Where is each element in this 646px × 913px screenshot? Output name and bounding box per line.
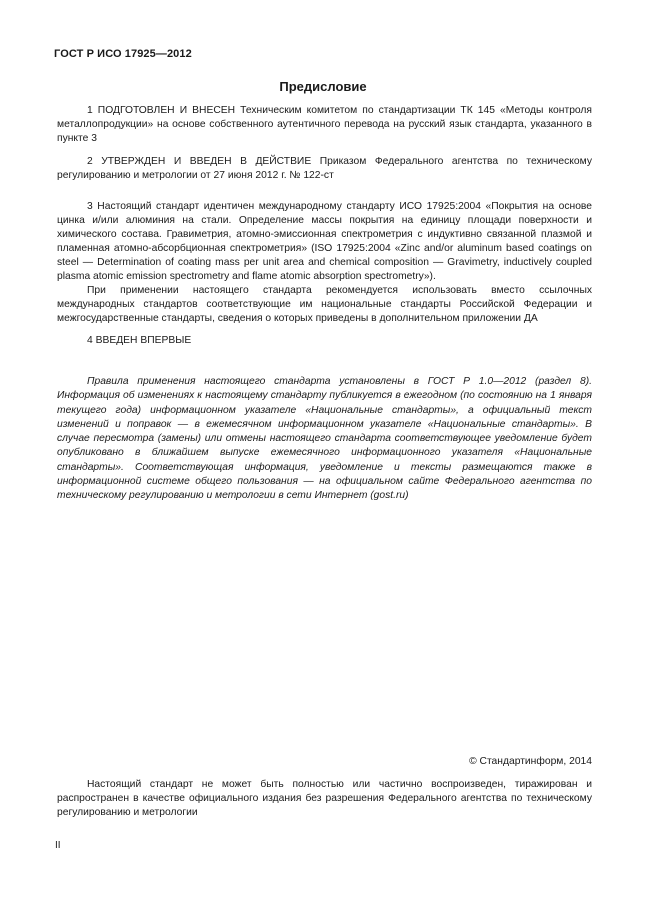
section-2 <box>57 155 592 183</box>
paragraph-item-3: 3 Настоящий стандарт идентичен международному стандарту ИСО 17925:2004 «Покрытия на основе цинка и/или алюминия на стали. Определение массы покрытия на единицу площади поверхности и химического состава. Гравиметрия, атомно-эмиссионная спектрометрия с индуктивно связанной плазмой и пламенная атомно-абсорбционная спектрометрия» (ISO 17925:2004 «Zinc and/or aluminum based coatings on steel — Determination of coating mass per unit area and chemical composition — Gravimetry, inductively coupled plasma atomic emission spectrometry and flame atomic absorption spectrometry»). <box>57 201 592 282</box>
page-title: Предисловие <box>279 79 367 94</box>
section-4 <box>57 334 592 348</box>
paragraph-item-2: 2 УТВЕРЖДЕН И ВВЕДЕН В ДЕЙСТВИЕ Приказом Федерального агентства по техническому регулированию и метрологии от 27 июня 2012 г. № 122-ст <box>57 156 592 181</box>
section-3 <box>57 200 592 326</box>
section-1 <box>57 104 592 146</box>
document-header: ГОСТ Р ИСО 17925—2012 <box>54 48 192 60</box>
paragraph-item-3-note: При применении настоящего стандарта рекомендуется использовать вместо ссылочных международных стандартов соответствующие им национальные стандарты Российской Федерации и межгосударственные стандарты, сведения о которых приведены в дополнительном приложении ДА <box>57 285 592 324</box>
notice-paragraph: Настоящий стандарт не может быть полностью или частично воспроизведен, тиражирован и распространен в качестве официального издания без разрешения Федерального агентства по техническому регулированию и метрологии <box>57 779 592 818</box>
copyright-line: © Стандартинформ, 2014 <box>469 756 592 767</box>
page-number: II <box>55 840 61 851</box>
rules-notice <box>57 375 592 504</box>
paragraph-item-1: 1 ПОДГОТОВЛЕН И ВНЕСЕН Техническим комитетом по стандартизации ТК 145 «Методы контроля металлопродукции» на основе собственного аутентичного перевода на русский язык стандарта, указанного в пункте 3 <box>57 105 592 144</box>
reproduction-notice <box>57 778 592 820</box>
paragraph-item-4: 4 ВВЕДЕН ВПЕРВЫЕ <box>87 335 192 346</box>
rules-paragraph: Правила применения настоящего стандарта установлены в ГОСТ Р 1.0—2012 (раздел 8). Информация об изменениях к настоящему стандарту публикуется в ежегодном (по состоянию на 1 января текущего года) информационном указателе «Национальные стандарты», а официальный текст изменений и поправок — в ежемесячном информационном указателе «Национальные стандарты». В случае пересмотра (замены) или отмены настоящего стандарта соответствующее уведомление будет опубликовано в ближайшем выпуске ежемесячного информационного указателя «Национальные стандарты». Соответствующая информация, уведомление и тексты размещаются также в информационной системе общего пользования — на официальном сайте Федерального агентства по техническому регулированию и метрологии в сети Интернет (gost.ru) <box>57 376 592 502</box>
